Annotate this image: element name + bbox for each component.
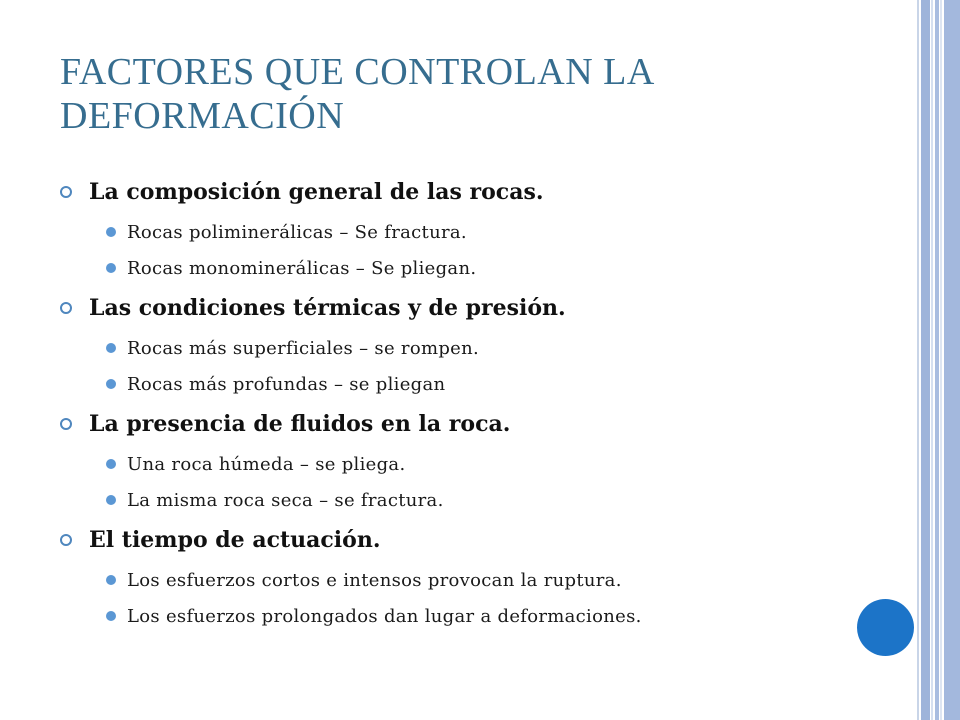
section-heading-text: Las condiciones térmicas y de presión.: [89, 295, 566, 321]
side-stripe: [931, 0, 933, 720]
side-stripe: [917, 0, 919, 720]
dot-bullet-icon: [106, 379, 116, 389]
list-item: [60, 330, 900, 366]
list-item: [60, 446, 900, 482]
side-stripe: [944, 0, 960, 720]
list-item-text: Rocas más profundas – se pliegan: [127, 373, 446, 395]
section-heading: [60, 518, 900, 562]
dot-bullet-icon: [106, 575, 116, 585]
dot-bullet-icon: [106, 495, 116, 505]
list-item: [60, 366, 900, 402]
side-stripe: [935, 0, 939, 720]
list-item-text: Los esfuerzos cortos e intensos provocan la ruptura.: [127, 569, 622, 591]
ring-bullet-icon: [60, 418, 72, 430]
side-stripe: [940, 0, 942, 720]
section-heading-text: El tiempo de actuación.: [89, 527, 381, 553]
list-item: [60, 250, 900, 286]
list-item: [60, 562, 900, 598]
list-item: [60, 598, 900, 634]
section-composition: [60, 170, 900, 286]
ring-bullet-icon: [60, 534, 72, 546]
section-heading: [60, 286, 900, 330]
list-item-text: La misma roca seca – se fractura.: [127, 489, 444, 511]
section-thermal-pressure: [60, 286, 900, 402]
dot-bullet-icon: [106, 611, 116, 621]
list-item: [60, 214, 900, 250]
section-heading: [60, 170, 900, 214]
section-heading: [60, 402, 900, 446]
ring-bullet-icon: [60, 302, 72, 314]
section-time: [60, 518, 900, 634]
slide-content: [60, 170, 900, 634]
list-item: [60, 482, 900, 518]
section-heading-text: La presencia de fluidos en la roca.: [89, 411, 511, 437]
section-fluids: [60, 402, 900, 518]
list-item-text: Los esfuerzos prolongados dan lugar a deformaciones.: [127, 605, 642, 627]
ring-bullet-icon: [60, 186, 72, 198]
dot-bullet-icon: [106, 343, 116, 353]
list-item-text: Rocas poliminerálicas – Se fractura.: [127, 221, 467, 243]
section-heading-text: La composición general de las rocas.: [89, 179, 544, 205]
list-item-text: Rocas más superficiales – se rompen.: [127, 337, 480, 359]
slide-title: FACTORES QUE CONTROLAN LA DEFORMACIÓN: [60, 51, 653, 137]
list-item-text: Rocas monominerálicas – Se pliegan.: [127, 257, 477, 279]
dot-bullet-icon: [106, 459, 116, 469]
list-item-text: Una roca húmeda – se pliega.: [127, 453, 406, 475]
dot-bullet-icon: [106, 263, 116, 273]
side-stripe: [921, 0, 930, 720]
dot-bullet-icon: [106, 227, 116, 237]
